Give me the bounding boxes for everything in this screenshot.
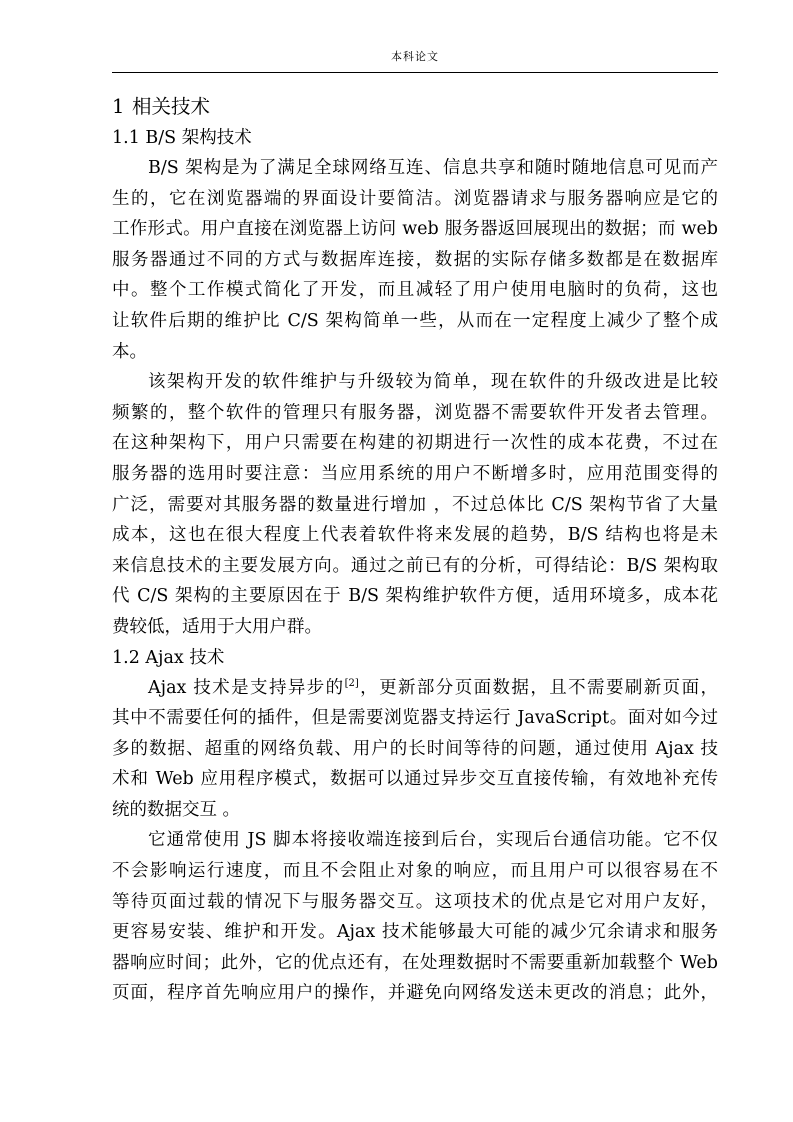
section-number: 1	[112, 95, 125, 118]
text-line: 术和 Web 应用程序模式，数据可以通过异步交互直接传输，有效地补充传	[112, 769, 718, 790]
text-line: 该架构开发的软件维护与升级较为简单，现在软件的升级改进是比较	[148, 372, 718, 393]
text-line: 统的数据交互 。	[112, 799, 241, 820]
citation-reference: [2]	[344, 677, 359, 689]
text-line: 在这种架构下，用户只需要在构建的初期进行一次性的成本花费，不过在	[112, 433, 718, 454]
paragraph-ajax-details	[112, 825, 718, 1009]
text-line: 生的，它在浏览器端的界面设计要简洁。浏览器请求与服务器响应是它的	[112, 188, 718, 209]
running-header: 本科论文	[391, 50, 439, 63]
section-title: 相关技术	[132, 95, 211, 118]
paragraph-bs-intro	[112, 153, 718, 367]
text-line: 服务器通过不同的方式与数据库连接，数据的实际存储多数都是在数据库	[112, 249, 718, 270]
header-rule	[112, 72, 718, 73]
text-line: 它通常使用 JS 脚本将接收端连接到后台，实现后台通信功能。它不仅	[148, 830, 718, 851]
text-line: 广泛，需要对其服务器的数量进行增加 ，不过总体比 C/S 架构节省了大量	[112, 494, 718, 515]
text-line: 来信息技术的主要发展方向。通过之前已有的分析，可得结论：B/S 架构取	[112, 555, 718, 576]
text-line: 其中不需要任何的插件，但是需要浏览器支持运行 JavaScript。面对如今过	[112, 708, 718, 729]
text-line: 更容易安装、维护和开发。Ajax 技术能够最大可能的减少冗余请求和服务	[112, 922, 718, 943]
subsection-heading-1-1: 1.1 B/S 架构技术	[112, 128, 252, 148]
text-line: 费较低，适用于大用户群。	[112, 616, 322, 637]
text-line: 不会影响运行速度，而且不会阻止对象的响应，而且用户可以很容易在不	[112, 861, 718, 882]
text-line	[112, 673, 718, 704]
text-line: 成本，这也在很大程度上代表着软件将来发展的趋势，B/S 结构也将是未	[112, 525, 718, 546]
text-line: 本。	[112, 341, 147, 362]
text-line: 中。整个工作模式简化了开发，而且减轻了用户使用电脑时的负荷，这也	[112, 280, 718, 301]
text-line: 页面，程序首先响应用户的操作，并避免向网络发送未更改的消息；此外，	[112, 983, 718, 1004]
text-line: 多的数据、超重的网络负载、用户的长时间等待的问题，通过使用 Ajax 技	[112, 738, 718, 759]
paragraph-bs-maintenance	[112, 367, 718, 642]
text-line: 器响应时间；此外，它的优点还有，在处理数据时不需要重新加载整个 Web	[112, 952, 718, 973]
text-line: 让软件后期的维护比 C/S 架构简单一些，从而在一定程度上减少了整个成	[112, 310, 718, 331]
text-run: Ajax 技术是支持异步的	[148, 677, 345, 698]
text-line: 服务器的选用时要注意：当应用系统的用户不断增多时，应用范围变得的	[112, 463, 718, 484]
text-line: 工作形式。用户直接在浏览器上访问 web 服务器返回展现出的数据；而 web	[112, 219, 718, 240]
text-line: B/S 架构是为了满足全球网络互连、信息共享和随时随地信息可见而产	[148, 158, 718, 178]
text-run: ，更新部分页面数据，且不需要刷新页面，	[358, 677, 718, 698]
text-line: 代 C/S 架构的主要原因在于 B/S 架构维护软件方便，适用环境多，成本花	[112, 586, 718, 607]
subsection-heading-1-2: 1.2 Ajax 技术	[112, 647, 225, 668]
section-heading-1	[112, 92, 718, 122]
document-body	[112, 92, 718, 1009]
text-line: 等待页面过载的情况下与服务器交互。这项技术的优点是它对用户友好，	[112, 891, 718, 912]
paragraph-ajax-intro	[112, 673, 718, 826]
text-line: 频繁的，整个软件的管理只有服务器，浏览器不需要软件开发者去管理。	[112, 402, 718, 423]
